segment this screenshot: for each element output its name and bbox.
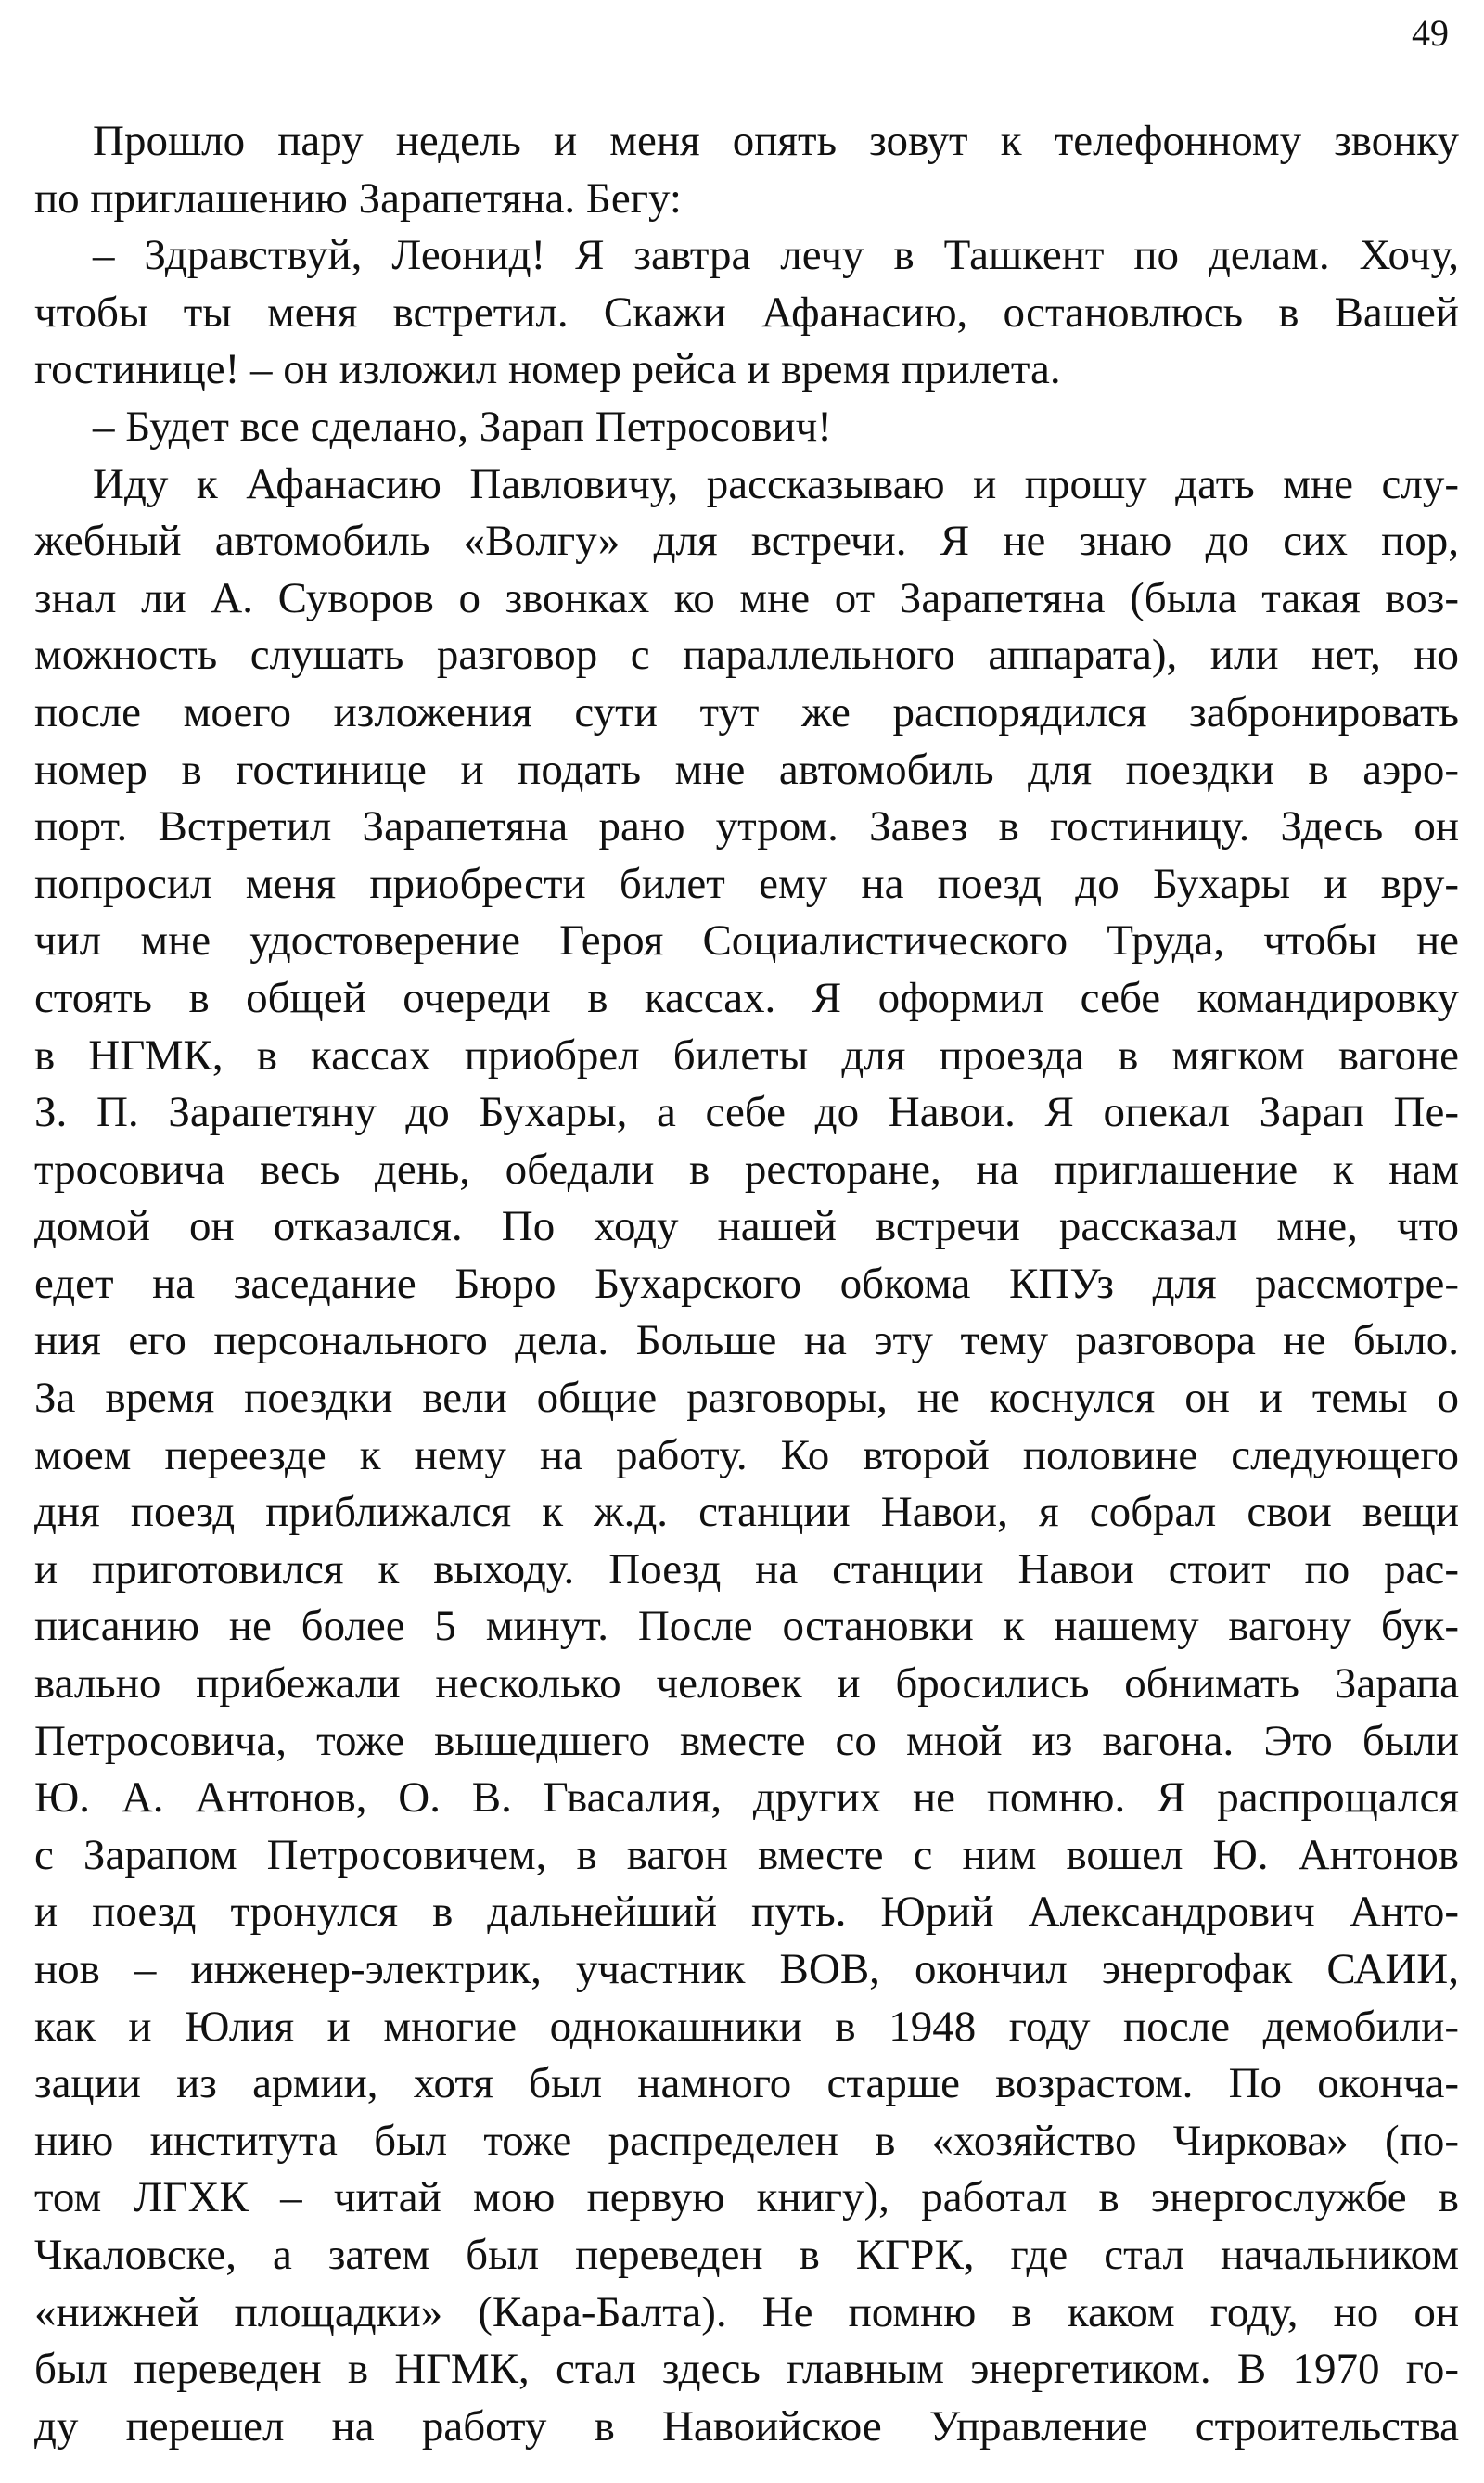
text-line: Прошло пару недель и меня опять зовут к телефонному звонку xyxy=(93,117,1459,165)
text-line: Иду к Афанасию Павловичу, рассказываю и прошу дать мне слу- xyxy=(93,459,1459,508)
text-line: можность слушать разговор с параллельного аппарата), или нет, но xyxy=(34,631,1459,680)
text-line: нию института был тоже распределен в «хозяйство Чиркова» (по- xyxy=(34,2116,1459,2165)
text-line: зации из армии, хотя был намного старше возрастом. По оконча- xyxy=(34,2059,1459,2108)
text-line: том ЛГХК – читай мою первую книгу), работал в энергослужбе в xyxy=(34,2173,1459,2222)
text-line: как и Юлия и многие однокашники в 1948 году после демобили- xyxy=(34,2002,1459,2051)
text-line: жебный автомобиль «Волгу» для встречи. Я не знаю до сих пор, xyxy=(34,517,1459,566)
text-line: в НГМК, в кассах приобрел билеты для проезда в мягком вагоне xyxy=(34,1030,1459,1080)
text-body xyxy=(34,113,1459,2455)
text-line: нов – инженер-электрик, участник ВОВ, окончил энергофак САИИ, xyxy=(34,1945,1459,1993)
text-line: номер в гостинице и подать мне автомобиль для поездки в аэро- xyxy=(34,745,1459,794)
text-line: ду перешел на работу в Навоийское Управление строительства xyxy=(34,2401,1459,2451)
text-line: попросил меня приобрести билет ему на поезд до Бухары и вру- xyxy=(34,859,1459,908)
text-line: писанию не более 5 минут. После остановки к нашему вагону бук- xyxy=(34,1602,1459,1651)
text-line: Ю. А. Антонов, О. В. Гвасалия, других не помню. Я распрощался xyxy=(34,1773,1459,1823)
text-line: дня поезд приближался к ж.д. станции Навои, я собрал свои вещи xyxy=(34,1488,1459,1537)
text-line: и приготовился к выходу. Поезд на станции Навои стоит по рас- xyxy=(34,1544,1459,1593)
text-line: Петросовича, тоже вышедшего вместе со мной из вагона. Это были xyxy=(34,1716,1459,1765)
text-line: вально прибежали несколько человек и бросились обнимать Зарапа xyxy=(34,1659,1459,1709)
text-line: с Зарапом Петросовичем, в вагон вместе с ним вошел Ю. Антонов xyxy=(34,1830,1459,1879)
text-line: За время поездки вели общие разговоры, не коснулся он и темы о xyxy=(34,1374,1459,1423)
text-line: порт. Встретил Зарапетяна рано утром. Завез в гостиницу. Здесь он xyxy=(34,802,1459,851)
text-line: чтобы ты меня встретил. Скажи Афанасию, остановлюсь в Вашей xyxy=(34,288,1459,337)
text-line: – Здравствуй, Леонид! Я завтра лечу в Ташкент по делам. Хочу, xyxy=(93,231,1459,280)
text-line: Чкаловске, а затем был переведен в КГРК, где стал начальником xyxy=(34,2230,1459,2279)
text-line: знал ли А. Суворов о звонках ко мне от Зарапетяна (была такая воз- xyxy=(34,573,1459,622)
text-line: ния его персонального дела. Больше на эту тему разговора не было. xyxy=(34,1316,1459,1365)
text-line: домой он отказался. По ходу нашей встречи рассказал мне, что xyxy=(34,1202,1459,1251)
text-line: тросовича весь день, обедали в ресторане, на приглашение к нам xyxy=(34,1145,1459,1194)
text-line: был переведен в НГМК, стал здесь главным энергетиком. В 1970 го- xyxy=(34,2345,1459,2394)
text-line: чил мне удостоверение Героя Социалистического Труда, чтобы не xyxy=(34,916,1459,966)
text-line: гостинице! – он изложил номер рейса и время прилета. xyxy=(34,345,1061,394)
text-line: – Будет все сделано, Зарап Петросович! xyxy=(93,402,832,451)
text-line: и поезд тронулся в дальнейший путь. Юрий Александрович Анто- xyxy=(34,1888,1459,1937)
text-line: стоять в общей очереди в кассах. Я оформил себе командировку xyxy=(34,973,1459,1022)
text-line: по приглашению Зарапетяна. Бегу: xyxy=(34,173,682,223)
text-line: «нижней площадки» (Кара-Балта). Не помню в каком году, но он xyxy=(34,2287,1459,2336)
text-line: после моего изложения сути тут же распорядился забронировать xyxy=(34,687,1459,736)
page-number: 49 xyxy=(1412,12,1449,54)
text-line: З. П. Зарапетяну до Бухары, а себе до Навои. Я опекал Зарап Пе- xyxy=(34,1088,1459,1137)
text-line: моем переезде к нему на работу. Ко второй половине следующего xyxy=(34,1430,1459,1479)
text-line: едет на заседание Бюро Бухарского обкома КПУз для рассмотре- xyxy=(34,1259,1459,1308)
